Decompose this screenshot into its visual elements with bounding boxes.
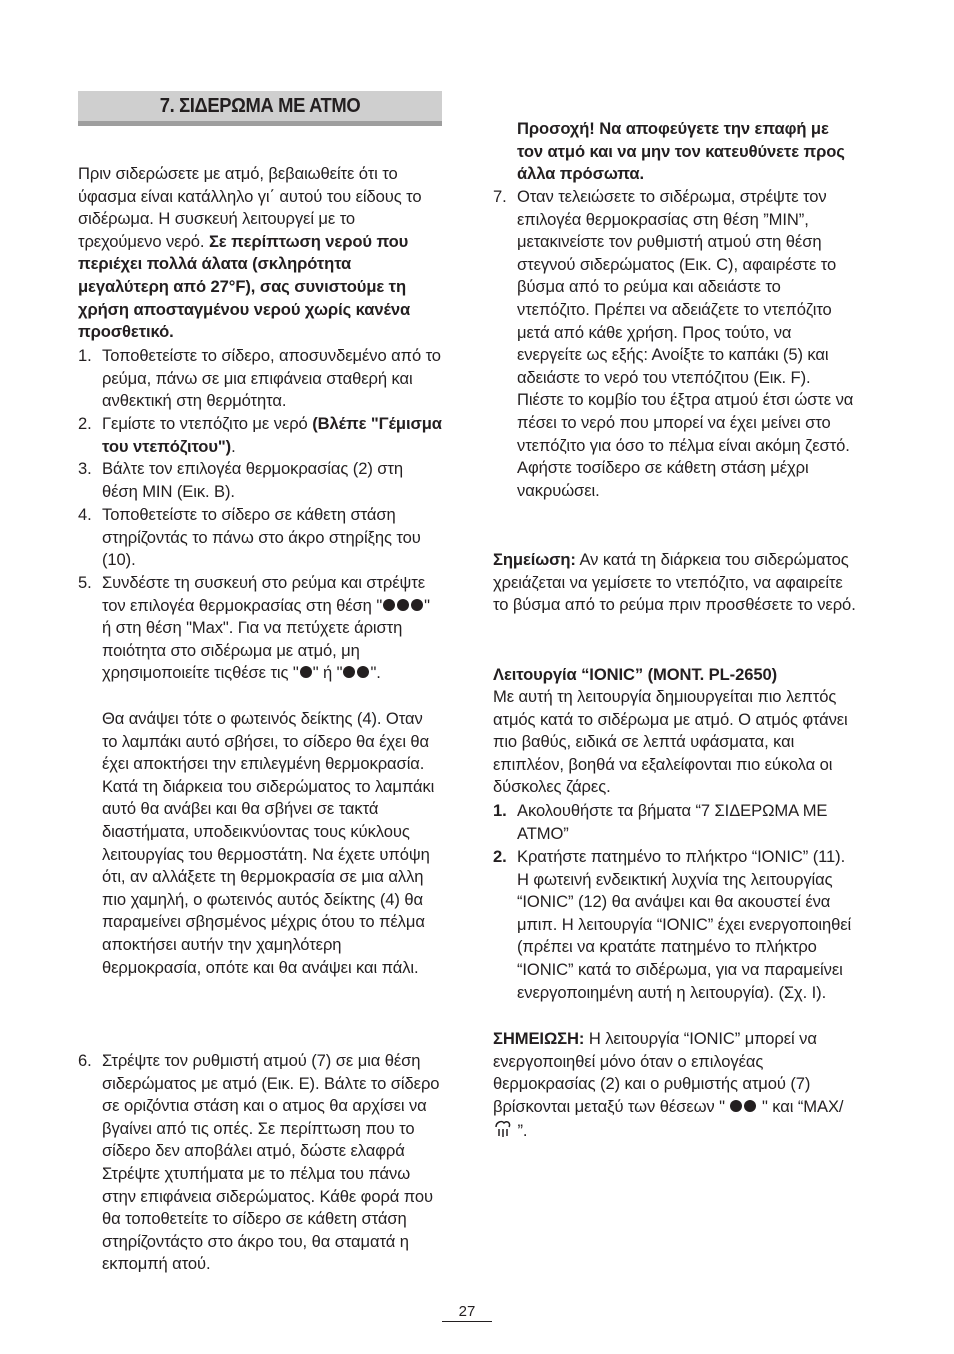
list-item: 2. Κρατήστε πατημένο το πλήκτρο “IONIC” (11). Η φωτεινή ενδεικτική λυχνία της λειτουργίας “IONIC” (12) θα ανάψει και θα ακουστεί ένα μπιπ. Η λειτουργία “IONIC” έχει ενεργοποιηθεί (πρέπει να κρατάτε πατημένο το πλήκτρο “IONIC” κατά το σιδέρωμα, για να παραμείνει ενεργοποιημένη αυτή η λειτουργία). (Σχ. I). xyxy=(493,847,852,1002)
temperature-dot-icon xyxy=(411,599,423,611)
temperature-dot-icon xyxy=(343,666,355,678)
temperature-dot-icon xyxy=(730,1100,742,1112)
ionic-intro: Με αυτή τη λειτουργία δημιουργείται πιο λεπτός ατμός κατά το σιδέρωμα με ατμό. Ο ατμός φτάνει πιο βαθύς, ειδικά σε λεπτά υφάσματα, και επιπλέον, βοηθά να εξαλείφονται πιο εύκολα οι δύσκολες ζάρες. xyxy=(493,687,848,797)
temperature-dot-icon xyxy=(300,666,312,678)
intro-paragraph: Πριν σιδερώσετε με ατμό, βεβαιωθείτε ότι το ύφασμα είναι κατάλληλο γι΄ αυτού του είδους το σιδέρωμα. Η συσκευή λειτουργεί με το τρεχούμενο νερό. Σε περίπτωση νερού που περιέχει πολλά άλατα (σκληρότητα μεγαλύτερη από 27°F), σας συνιστούμε τη χρήση αποσταγμένου νερού χωρίς κανένα προσθετικό. xyxy=(78,164,422,342)
temperature-dot-icon xyxy=(383,599,395,611)
section-title: 7. ΣΙΔΕΡΩΜΑ ΜΕ ΑΤΜΟ xyxy=(159,95,361,117)
list-item: 4. Τοποθετείστε το σίδερο σε κάθετη στάση στηρίζοντάς το πάνω στο άκρο στηρίξης του (10). xyxy=(78,505,421,570)
list-item: 1. Ακολουθήστε τα βήματα “7 ΣΙΔΕΡΩΜΑ ΜΕ ΑΤΜΟ” xyxy=(493,801,828,843)
list-item: 2. Γεμίστε το ντεπόζιτο με νερό (Βλέπε "Γέμισμα του ντεπόζιτου"). xyxy=(78,414,442,456)
list-item: 5. Συνδέστε τη συσκευή στο ρεύμα και στρέψτε τον επιλογέα θερμοκρασίας στη θέση " " ή στη θέση "Max". Για να πετύχετε άριστη ποιότητα στο σιδέρωμα με ατμό, μη χρησιμοποιείτε τιςθέσε τις " " ή " ". xyxy=(78,573,430,683)
note-paragraph: Σημείωση: Αν κατά τη διάρκεια του σιδερώματος χρειάζεται να γεμίσετε το ντεπόζιτο, να αφαιρείτε το βύσμα από το ρεύμα πριν προσθέσετε το νερό. xyxy=(493,550,856,615)
ionic-title: Λειτουργία “IONIC” (MONT. PL-2650) xyxy=(493,665,778,684)
list-item-continuation: Θα ανάψει τότε ο φωτεινός δείκτης (4). Οταν το λαμπάκι αυτό σβήσει, το σίδερο θα έχει θα έχει αποκτήσει την επιλεγμένη θερμοκρασία. Κατά τη διάρκεια του σιδερώματος το λαμπάκι αυτό θα ανάβει και θα σβήνει σε τακτά διαστήματα, υποδεικνύοντας τους κύκλους λειτουργίας του θερμοστάτη. Να έχετε υπόψη ότι, αν αλλάξετε τη θερμοκρασία σε μια αλλη πιο χαμηλή, ο φωτεινός αυτός δείκτης (4) θα παραμείνει σβησμένος μέχρις ότου το πέλμα αποκτήσει αυτήν την χαμηλότερη θερμοκρασία, οπότε και θα ανάψει και πάλι. xyxy=(102,709,435,977)
list-item: 7. Οταν τελειώσετε το σιδέρωμα, στρέψτε τον επιλογέα θερμοκρασίας στη θέση ”MIN”, μετακινείστε τον ρυθμιστή ατμού στη θέση στεγνού σιδερώματος (Εικ. C), αφαιρέστε το βύσμα από το ρεύμα και αδειάστε το ντεπόζιτο. Πρέπει να αδειάζετε το ντεπόζιτο μετά από κάθε χρήση. Προς τούτο, να ενεργείτε ως εξής: Ανοίξτε το καπάκι (5) και αδειάστε το νερό του ντεπόζιτου (Εικ. F). Πιέστε το κομβίο του έξτρα ατμού έτσι ώστε να πέσει το νερό που μπορεί να έχει μείνει στο ντεπόζιτο για όσο το πέλμα είναι ακόμη ζεστό. Αφήστε τοσίδερο σε κάθετη στάση μέχρι νακρυώσει. xyxy=(493,187,854,500)
section-heading xyxy=(78,91,442,126)
temperature-dot-icon xyxy=(744,1100,756,1112)
temperature-dot-icon xyxy=(357,666,369,678)
list-item: 1. Τοποθετείστε το σίδερο, αποσυνδεμένο από το ρεύμα, πάνω σε μια επιφάνεια σταθερή και ανθεκτική στη θερμότητα. xyxy=(78,346,441,411)
steam-max-icon xyxy=(493,1118,513,1138)
hard-water-warning: Σε περίπτωση νερού που περιέχει πολλά άλατα (σκληρότητα μεγαλύτερη από 27°F), σας συνιστούμε τη χρήση αποσταγμένου νερού χωρίς κανένα προσθετικό. xyxy=(78,231,411,342)
ionic-note: ΣΗΜΕΙΩΣΗ: Η λειτουργία “IONIC” μπορεί να ενεργοποιηθεί μόνο όταν ο επιλογέας θερμοκρασίας (2) και ο ρυθμιστής ατμού (7) βρίσκονται μεταξύ των θέσεων " " και “MAX/ ”. xyxy=(493,1029,844,1141)
steam-warning: Προσοχή! Να αποφεύγετε την επαφή με τον ατμό και να μην τον κατευθύνετε προς άλλα πρόσωπα. xyxy=(517,119,845,184)
temperature-dot-icon xyxy=(397,599,409,611)
list-item: 6. Στρέψτε τον ρυθμιστή ατμού (7) σε μια θέση σιδερώματος με ατμό (Εικ. E). Βάλτε το σίδερο σε οριζόντια στάση και ο ατμος θα αρχίσει να βγαίνει από τις οπές. Σε περίπτωση που το σίδερο δεν αποβάλει ατμό, δώστε ελαφρά Στρέψτε χτυπήματα με το πέλμα του πάνω στην επιφάνεια σιδερώματος. Κάθε φορά που θα τοποθετείτε το σίδερο σε κάθετη στάση στηρίζοντάςτο στο άκρο του, θα σταματά η εκπομπή ατού. xyxy=(78,1051,440,1274)
page-number: 27 xyxy=(442,1303,492,1322)
list-item: 3. Βάλτε τον επιλογέα θερμοκρασίας (2) στη θέση MIN (Εικ. B). xyxy=(78,459,404,501)
